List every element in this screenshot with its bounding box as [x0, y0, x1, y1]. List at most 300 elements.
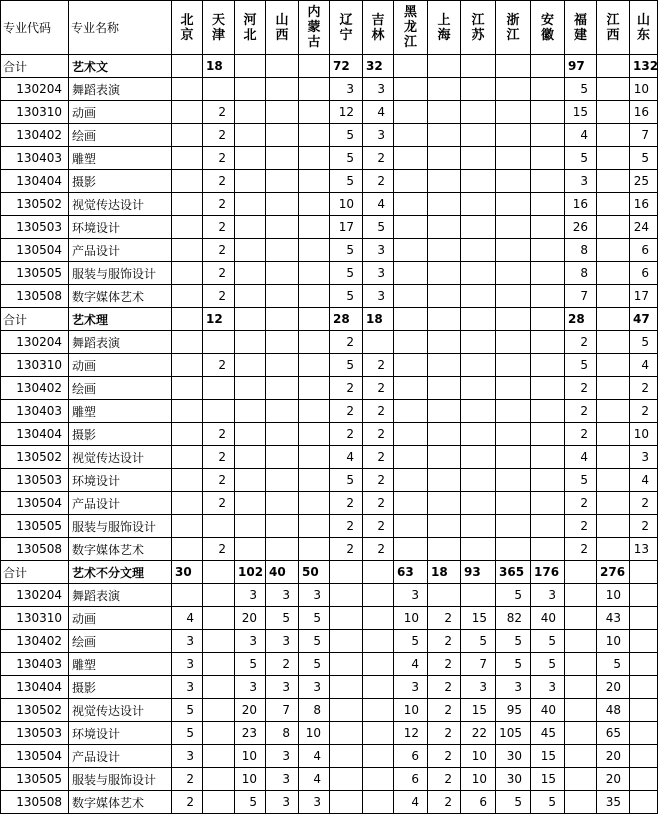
quota-cell: [235, 216, 266, 239]
quota-cell: [461, 538, 496, 561]
major-code-cell: 130204: [1, 78, 69, 101]
quota-cell: [496, 147, 531, 170]
header-name: 专业名称: [69, 1, 172, 55]
quota-cell: [531, 55, 565, 78]
quota-cell: [235, 538, 266, 561]
quota-cell: [597, 170, 630, 193]
quota-cell: 8: [565, 262, 597, 285]
quota-cell: 2: [330, 515, 363, 538]
table-row: [1, 699, 658, 722]
major-name-cell: 舞蹈表演: [69, 78, 172, 101]
quota-cell: 5: [565, 78, 597, 101]
quota-cell: 43: [597, 607, 630, 630]
major-code-cell: 130402: [1, 124, 69, 147]
major-code-cell: 130404: [1, 676, 69, 699]
quota-cell: 102: [235, 561, 266, 584]
quota-cell: [299, 400, 330, 423]
quota-cell: [266, 239, 299, 262]
quota-cell: [461, 78, 496, 101]
quota-cell: [461, 584, 496, 607]
quota-cell: 2: [203, 239, 235, 262]
quota-cell: [266, 538, 299, 561]
major-code-cell: 130403: [1, 147, 69, 170]
quota-cell: 5: [565, 354, 597, 377]
quota-cell: 2: [428, 653, 461, 676]
major-name-cell: 数字媒体艺术: [69, 538, 172, 561]
major-code-cell: 130504: [1, 239, 69, 262]
quota-cell: [394, 78, 428, 101]
quota-cell: 40: [531, 607, 565, 630]
quota-cell: 24: [630, 216, 658, 239]
quota-cell: [235, 331, 266, 354]
header-code: 专业代码: [1, 1, 69, 55]
quota-cell: [461, 124, 496, 147]
quota-cell: 17: [630, 285, 658, 308]
quota-cell: 5: [496, 791, 531, 814]
quota-cell: 2: [630, 377, 658, 400]
major-code-cell: 130502: [1, 699, 69, 722]
quota-cell: 2: [203, 124, 235, 147]
quota-cell: [496, 354, 531, 377]
quota-cell: 10: [235, 768, 266, 791]
quota-cell: 5: [330, 262, 363, 285]
quota-cell: [330, 607, 363, 630]
quota-cell: [203, 331, 235, 354]
quota-cell: 2: [630, 515, 658, 538]
quota-cell: [461, 170, 496, 193]
quota-cell: 5: [630, 147, 658, 170]
quota-cell: [394, 538, 428, 561]
quota-cell: [203, 676, 235, 699]
quota-cell: 4: [565, 446, 597, 469]
quota-cell: 20: [235, 699, 266, 722]
quota-cell: [235, 377, 266, 400]
quota-cell: 2: [428, 630, 461, 653]
quota-cell: [496, 538, 531, 561]
quota-cell: [496, 170, 531, 193]
subtotal-row: [1, 55, 658, 78]
quota-cell: [565, 607, 597, 630]
major-name-cell: 动画: [69, 354, 172, 377]
quota-cell: [299, 469, 330, 492]
quota-cell: 2: [203, 147, 235, 170]
quota-cell: 2: [565, 538, 597, 561]
quota-cell: 8: [565, 239, 597, 262]
quota-cell: 2: [172, 791, 203, 814]
quota-cell: [597, 492, 630, 515]
quota-cell: [172, 285, 203, 308]
quota-cell: 7: [630, 124, 658, 147]
quota-cell: [565, 630, 597, 653]
quota-cell: [531, 423, 565, 446]
quota-cell: 4: [565, 124, 597, 147]
quota-cell: [363, 630, 394, 653]
major-name-cell: 数字媒体艺术: [69, 285, 172, 308]
quota-cell: [496, 101, 531, 124]
quota-cell: [461, 423, 496, 446]
quota-cell: 5: [531, 630, 565, 653]
quota-cell: [531, 170, 565, 193]
major-name-cell: 绘画: [69, 630, 172, 653]
quota-cell: [597, 147, 630, 170]
quota-cell: [203, 561, 235, 584]
quota-cell: 3: [172, 745, 203, 768]
major-name-cell: 动画: [69, 607, 172, 630]
quota-cell: [461, 377, 496, 400]
quota-cell: [597, 285, 630, 308]
quota-cell: [461, 147, 496, 170]
quota-cell: [172, 101, 203, 124]
quota-cell: [461, 55, 496, 78]
quota-cell: [266, 78, 299, 101]
quota-cell: 2: [172, 768, 203, 791]
quota-cell: [597, 239, 630, 262]
major-code-cell: 130204: [1, 584, 69, 607]
quota-cell: [394, 170, 428, 193]
quota-cell: 15: [461, 699, 496, 722]
quota-cell: 8: [266, 722, 299, 745]
header-row: [1, 1, 658, 55]
major-name-cell: 艺术理: [69, 308, 172, 331]
quota-cell: [496, 469, 531, 492]
quota-cell: [394, 55, 428, 78]
header-province: 上海: [428, 1, 461, 55]
quota-cell: [235, 492, 266, 515]
quota-cell: [597, 193, 630, 216]
quota-cell: [203, 722, 235, 745]
quota-cell: 20: [597, 745, 630, 768]
table-row: [1, 538, 658, 561]
quota-cell: [299, 216, 330, 239]
quota-cell: 2: [203, 492, 235, 515]
quota-cell: 2: [203, 354, 235, 377]
quota-cell: [203, 630, 235, 653]
quota-cell: 2: [363, 469, 394, 492]
quota-cell: [266, 492, 299, 515]
quota-cell: [531, 262, 565, 285]
quota-cell: [172, 584, 203, 607]
quota-cell: [394, 515, 428, 538]
quota-cell: 10: [461, 768, 496, 791]
quota-cell: [531, 538, 565, 561]
quota-cell: 2: [330, 492, 363, 515]
table-row: [1, 515, 658, 538]
quota-cell: [330, 722, 363, 745]
quota-cell: [531, 147, 565, 170]
quota-cell: 2: [363, 515, 394, 538]
quota-cell: [363, 791, 394, 814]
table-row: [1, 423, 658, 446]
quota-cell: [461, 101, 496, 124]
header-province: 辽宁: [330, 1, 363, 55]
major-code-cell: 130502: [1, 446, 69, 469]
quota-cell: [235, 193, 266, 216]
quota-cell: [461, 492, 496, 515]
quota-cell: 3: [235, 584, 266, 607]
quota-cell: [630, 768, 658, 791]
quota-cell: 3: [235, 676, 266, 699]
quota-cell: 30: [172, 561, 203, 584]
quota-cell: [330, 630, 363, 653]
quota-cell: [428, 193, 461, 216]
table-row: [1, 216, 658, 239]
quota-cell: [428, 216, 461, 239]
quota-cell: 12: [203, 308, 235, 331]
quota-cell: 2: [363, 446, 394, 469]
quota-cell: 7: [565, 285, 597, 308]
quota-cell: [394, 377, 428, 400]
header-province: 吉林: [363, 1, 394, 55]
table-row: [1, 745, 658, 768]
quota-cell: [172, 400, 203, 423]
quota-cell: [630, 722, 658, 745]
quota-cell: [266, 377, 299, 400]
quota-cell: [496, 124, 531, 147]
quota-cell: [394, 262, 428, 285]
major-code-cell: 130505: [1, 262, 69, 285]
quota-cell: [597, 308, 630, 331]
quota-cell: 2: [330, 538, 363, 561]
quota-cell: [266, 423, 299, 446]
quota-cell: 2: [565, 400, 597, 423]
major-code-cell: 130503: [1, 469, 69, 492]
header-province: 山西: [266, 1, 299, 55]
quota-cell: 2: [363, 170, 394, 193]
major-name-cell: 环境设计: [69, 722, 172, 745]
quota-cell: 2: [203, 216, 235, 239]
quota-cell: [428, 147, 461, 170]
header-province: 浙江: [496, 1, 531, 55]
quota-cell: [428, 124, 461, 147]
quota-cell: [597, 538, 630, 561]
quota-cell: 3: [461, 676, 496, 699]
quota-cell: 32: [363, 55, 394, 78]
quota-cell: [235, 446, 266, 469]
quota-cell: 15: [531, 768, 565, 791]
quota-cell: [461, 193, 496, 216]
quota-cell: [461, 469, 496, 492]
quota-cell: [299, 78, 330, 101]
quota-cell: [597, 354, 630, 377]
quota-cell: 5: [330, 170, 363, 193]
quota-cell: 4: [172, 607, 203, 630]
quota-cell: 6: [394, 768, 428, 791]
quota-cell: [597, 55, 630, 78]
subtotal-row: [1, 308, 658, 331]
quota-cell: [597, 331, 630, 354]
quota-cell: 2: [330, 423, 363, 446]
quota-cell: [496, 285, 531, 308]
header-province: 福建: [565, 1, 597, 55]
quota-cell: 10: [235, 745, 266, 768]
quota-cell: [363, 699, 394, 722]
quota-cell: 5: [630, 331, 658, 354]
quota-cell: 10: [394, 607, 428, 630]
quota-cell: [597, 216, 630, 239]
quota-cell: [172, 538, 203, 561]
quota-cell: [330, 584, 363, 607]
quota-cell: [235, 78, 266, 101]
quota-cell: [172, 216, 203, 239]
quota-cell: [266, 308, 299, 331]
quota-cell: 2: [203, 446, 235, 469]
quota-cell: 45: [531, 722, 565, 745]
table-row: [1, 170, 658, 193]
major-code-cell: 130403: [1, 653, 69, 676]
subtotal-row: [1, 561, 658, 584]
quota-cell: 6: [394, 745, 428, 768]
quota-cell: 82: [496, 607, 531, 630]
quota-cell: [597, 423, 630, 446]
quota-cell: [172, 469, 203, 492]
quota-cell: 3: [565, 170, 597, 193]
quota-cell: [299, 377, 330, 400]
header-province: 河北: [235, 1, 266, 55]
quota-cell: 7: [266, 699, 299, 722]
quota-cell: 20: [597, 768, 630, 791]
quota-cell: [428, 538, 461, 561]
quota-cell: 3: [363, 78, 394, 101]
quota-cell: 2: [363, 423, 394, 446]
quota-cell: 15: [531, 745, 565, 768]
quota-cell: 3: [172, 676, 203, 699]
quota-cell: [203, 768, 235, 791]
quota-cell: 20: [235, 607, 266, 630]
quota-cell: [531, 354, 565, 377]
quota-cell: [330, 653, 363, 676]
quota-cell: 15: [461, 607, 496, 630]
quota-cell: [172, 124, 203, 147]
quota-cell: [630, 607, 658, 630]
quota-cell: [428, 354, 461, 377]
quota-cell: 26: [565, 216, 597, 239]
quota-cell: 10: [597, 630, 630, 653]
quota-cell: 5: [266, 607, 299, 630]
quota-cell: 10: [630, 423, 658, 446]
quota-cell: [203, 515, 235, 538]
major-name-cell: 舞蹈表演: [69, 584, 172, 607]
quota-cell: [428, 55, 461, 78]
major-code-cell: 130402: [1, 630, 69, 653]
quota-cell: 4: [394, 791, 428, 814]
quota-cell: [330, 676, 363, 699]
quota-cell: [172, 147, 203, 170]
quota-cell: 2: [428, 745, 461, 768]
quota-cell: [428, 78, 461, 101]
quota-cell: 2: [330, 400, 363, 423]
table-row: [1, 377, 658, 400]
major-code-cell: 130310: [1, 607, 69, 630]
major-name-cell: 绘画: [69, 377, 172, 400]
major-code-cell: 130505: [1, 768, 69, 791]
quota-cell: 2: [565, 331, 597, 354]
quota-cell: [565, 561, 597, 584]
quota-cell: [299, 193, 330, 216]
major-name-cell: 服装与服饰设计: [69, 262, 172, 285]
quota-cell: 5: [172, 722, 203, 745]
quota-cell: [428, 101, 461, 124]
quota-cell: 18: [428, 561, 461, 584]
quota-cell: [330, 745, 363, 768]
header-province: 内蒙古: [299, 1, 330, 55]
quota-cell: 5: [531, 791, 565, 814]
quota-cell: [428, 446, 461, 469]
header-province: 黑龙江: [394, 1, 428, 55]
quota-cell: 2: [203, 193, 235, 216]
quota-cell: 3: [266, 745, 299, 768]
quota-cell: [235, 55, 266, 78]
quota-cell: 3: [330, 78, 363, 101]
quota-cell: 10: [461, 745, 496, 768]
quota-cell: 4: [630, 354, 658, 377]
major-code-cell: 130504: [1, 492, 69, 515]
quota-cell: 5: [330, 469, 363, 492]
table-row: [1, 584, 658, 607]
quota-cell: 16: [565, 193, 597, 216]
quota-cell: [428, 262, 461, 285]
quota-cell: [266, 400, 299, 423]
quota-cell: [299, 124, 330, 147]
quota-cell: [394, 285, 428, 308]
quota-cell: [428, 308, 461, 331]
quota-cell: 2: [363, 147, 394, 170]
quota-cell: [597, 400, 630, 423]
quota-cell: 3: [266, 584, 299, 607]
quota-cell: [394, 400, 428, 423]
quota-cell: [299, 515, 330, 538]
quota-cell: [597, 515, 630, 538]
quota-cell: 5: [235, 653, 266, 676]
table-row: [1, 492, 658, 515]
quota-cell: 93: [461, 561, 496, 584]
quota-cell: [363, 584, 394, 607]
quota-cell: [203, 584, 235, 607]
quota-cell: 3: [266, 676, 299, 699]
major-code-cell: 合计: [1, 308, 69, 331]
quota-cell: 3: [299, 791, 330, 814]
quota-cell: [531, 124, 565, 147]
quota-cell: [266, 170, 299, 193]
quota-cell: 22: [461, 722, 496, 745]
quota-cell: 17: [330, 216, 363, 239]
header-province: 江苏: [461, 1, 496, 55]
quota-cell: [630, 699, 658, 722]
quota-cell: [299, 262, 330, 285]
quota-cell: [266, 446, 299, 469]
header-province: 山东: [630, 1, 658, 55]
quota-cell: [531, 492, 565, 515]
quota-cell: [172, 239, 203, 262]
quota-cell: [266, 193, 299, 216]
quota-cell: [630, 653, 658, 676]
quota-cell: 2: [203, 101, 235, 124]
quota-cell: [531, 239, 565, 262]
quota-cell: 63: [394, 561, 428, 584]
quota-cell: [496, 78, 531, 101]
quota-cell: 5: [496, 653, 531, 676]
quota-cell: [266, 216, 299, 239]
quota-cell: 5: [330, 285, 363, 308]
quota-cell: 5: [330, 354, 363, 377]
major-name-cell: 摄影: [69, 423, 172, 446]
quota-cell: 4: [330, 446, 363, 469]
quota-cell: 23: [235, 722, 266, 745]
quota-cell: [531, 216, 565, 239]
quota-cell: 5: [172, 699, 203, 722]
quota-cell: [266, 147, 299, 170]
quota-cell: 2: [428, 768, 461, 791]
quota-cell: 2: [428, 791, 461, 814]
